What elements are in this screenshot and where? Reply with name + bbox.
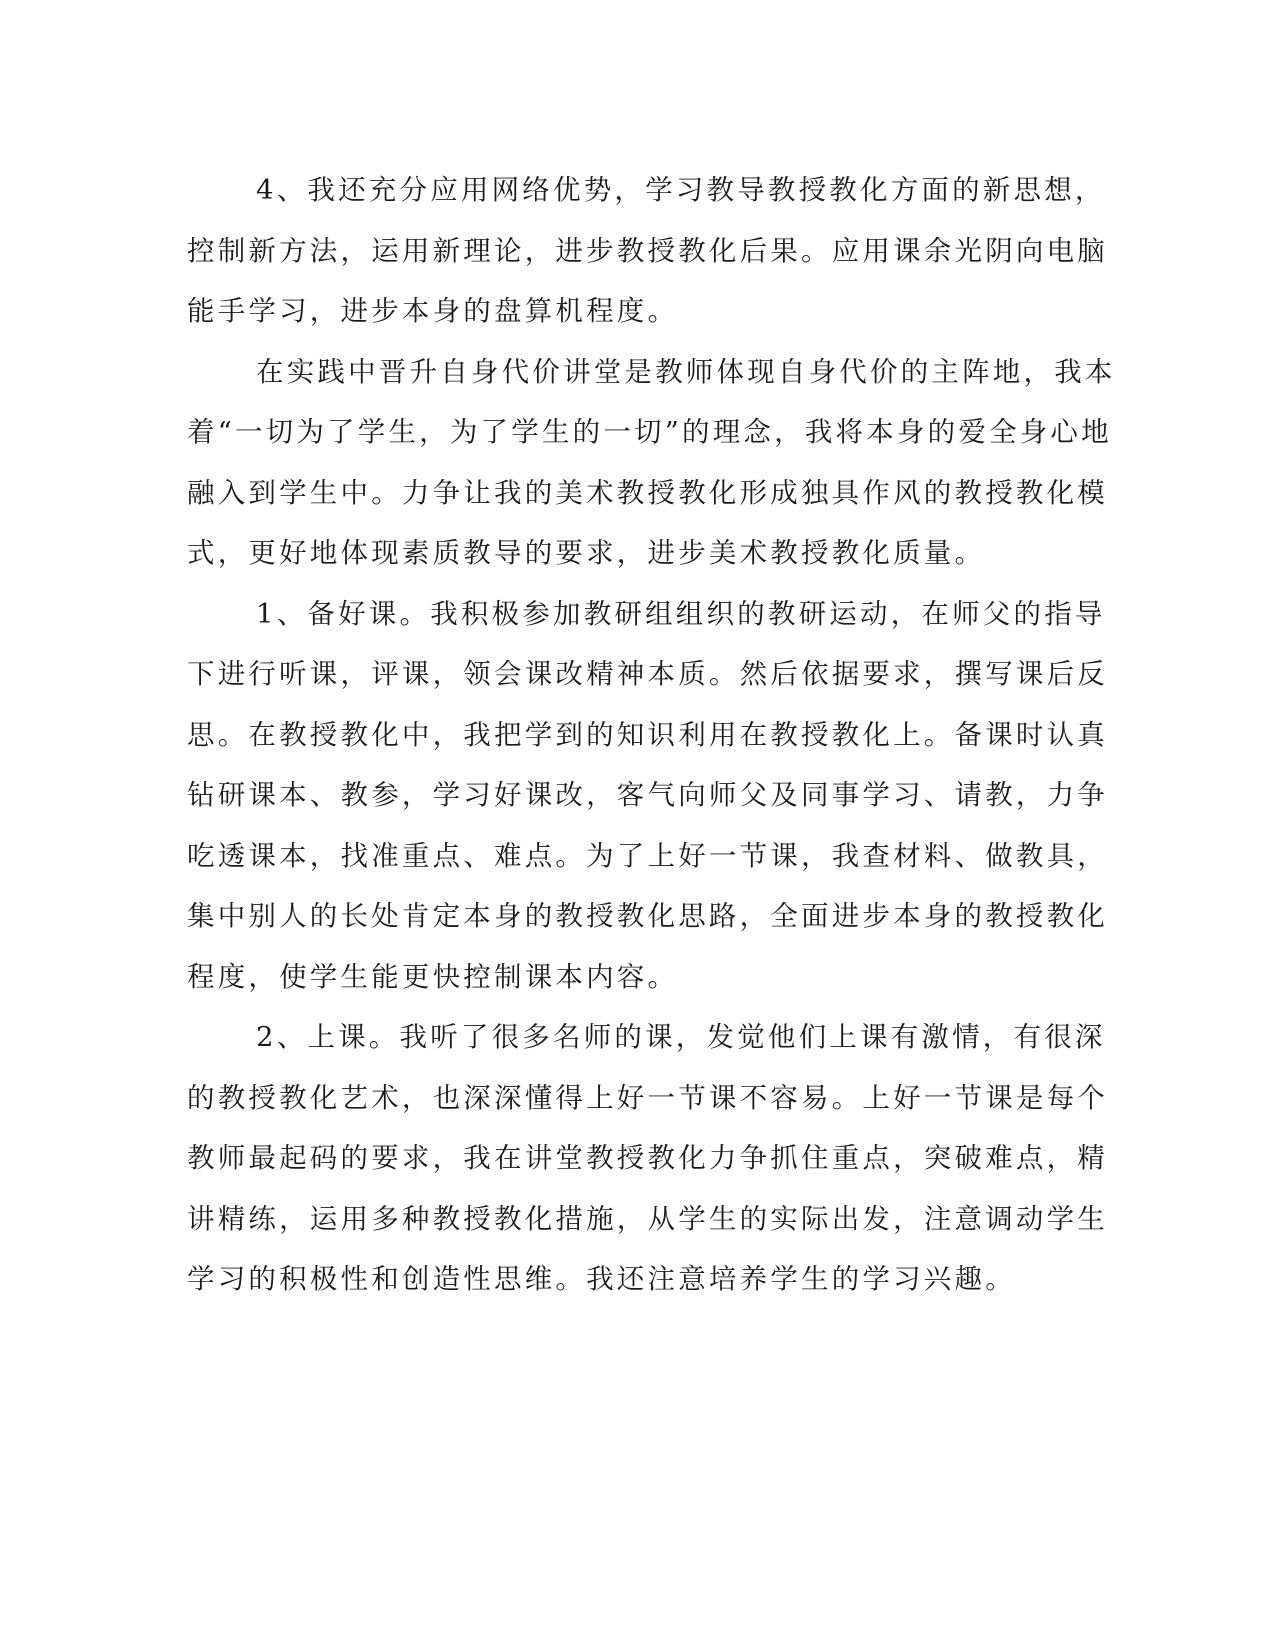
paragraph-line: 2、上课。我听了很多名师的课，发觉他们上课有激情，有很深 — [256, 1021, 1106, 1053]
paragraph-line: 下进行听课，评课，领会课改精神本质。然后依据要求，撰写课后反 — [187, 658, 1108, 690]
paragraph-line: 着“一切为了学生，为了学生的一切”的理念，我将本身的爱全身心地 — [187, 416, 1112, 448]
paragraph-line: 4、我还充分应用网络优势，学习教导教授教化方面的新思想， — [256, 174, 1106, 206]
paragraph-line: 教师最起码的要求，我在讲堂教授教化力争抓住重点，突破难点，精 — [187, 1142, 1108, 1174]
document-body — [187, 160, 1116, 1310]
paragraph-line: 程度，使学生能更快控制课本内容。 — [187, 960, 679, 993]
paragraph-1 — [187, 160, 1108, 342]
paragraph-line: 集中别人的长处肯定本身的教授教化思路，全面进步本身的教授教化 — [187, 900, 1108, 932]
paragraph-line: 钻研课本、教参，学习好课改，客气向师父及同事学习、请教，力争 — [187, 779, 1108, 811]
paragraph-line: 能手学习，进步本身的盘算机程度。 — [187, 295, 679, 327]
paragraph-line: 在实践中晋升自身代价讲堂是教师体现自身代价的主阵地，我本 — [256, 355, 1116, 388]
paragraph-line: 的教授教化艺术，也深深懂得上好一节课不容易。上好一节课是每个 — [187, 1081, 1108, 1114]
paragraph-line: 控制新方法，运用新理论，进步教授教化后果。应用课余光阴向电脑 — [187, 234, 1108, 267]
paragraph-4 — [187, 1007, 1108, 1310]
paragraph-line: 式，更好地体现素质教导的要求，进步美术教授教化质量。 — [187, 537, 986, 569]
paragraph-3 — [187, 584, 1108, 1008]
paragraph-line: 思。在教授教化中，我把学到的知识利用在教授教化上。备课时认真 — [187, 718, 1108, 751]
paragraph-2 — [187, 342, 1116, 584]
paragraph-line: 吃透课本，找准重点、难点。为了上好一节课，我查材料、做教具， — [187, 839, 1108, 872]
paragraph-line: 讲精练，运用多种教授教化措施，从学生的实际出发，注意调动学生 — [187, 1202, 1108, 1235]
paragraph-line: 融入到学生中。力争让我的美术教授教化形成独具作风的教授教化模 — [187, 476, 1108, 509]
paragraph-line: 1、备好课。我积极参加教研组组织的教研运动，在师父的指导 — [256, 597, 1106, 630]
paragraph-line: 学习的积极性和创造性思维。我还注意培养学生的学习兴趣。 — [187, 1263, 1016, 1295]
